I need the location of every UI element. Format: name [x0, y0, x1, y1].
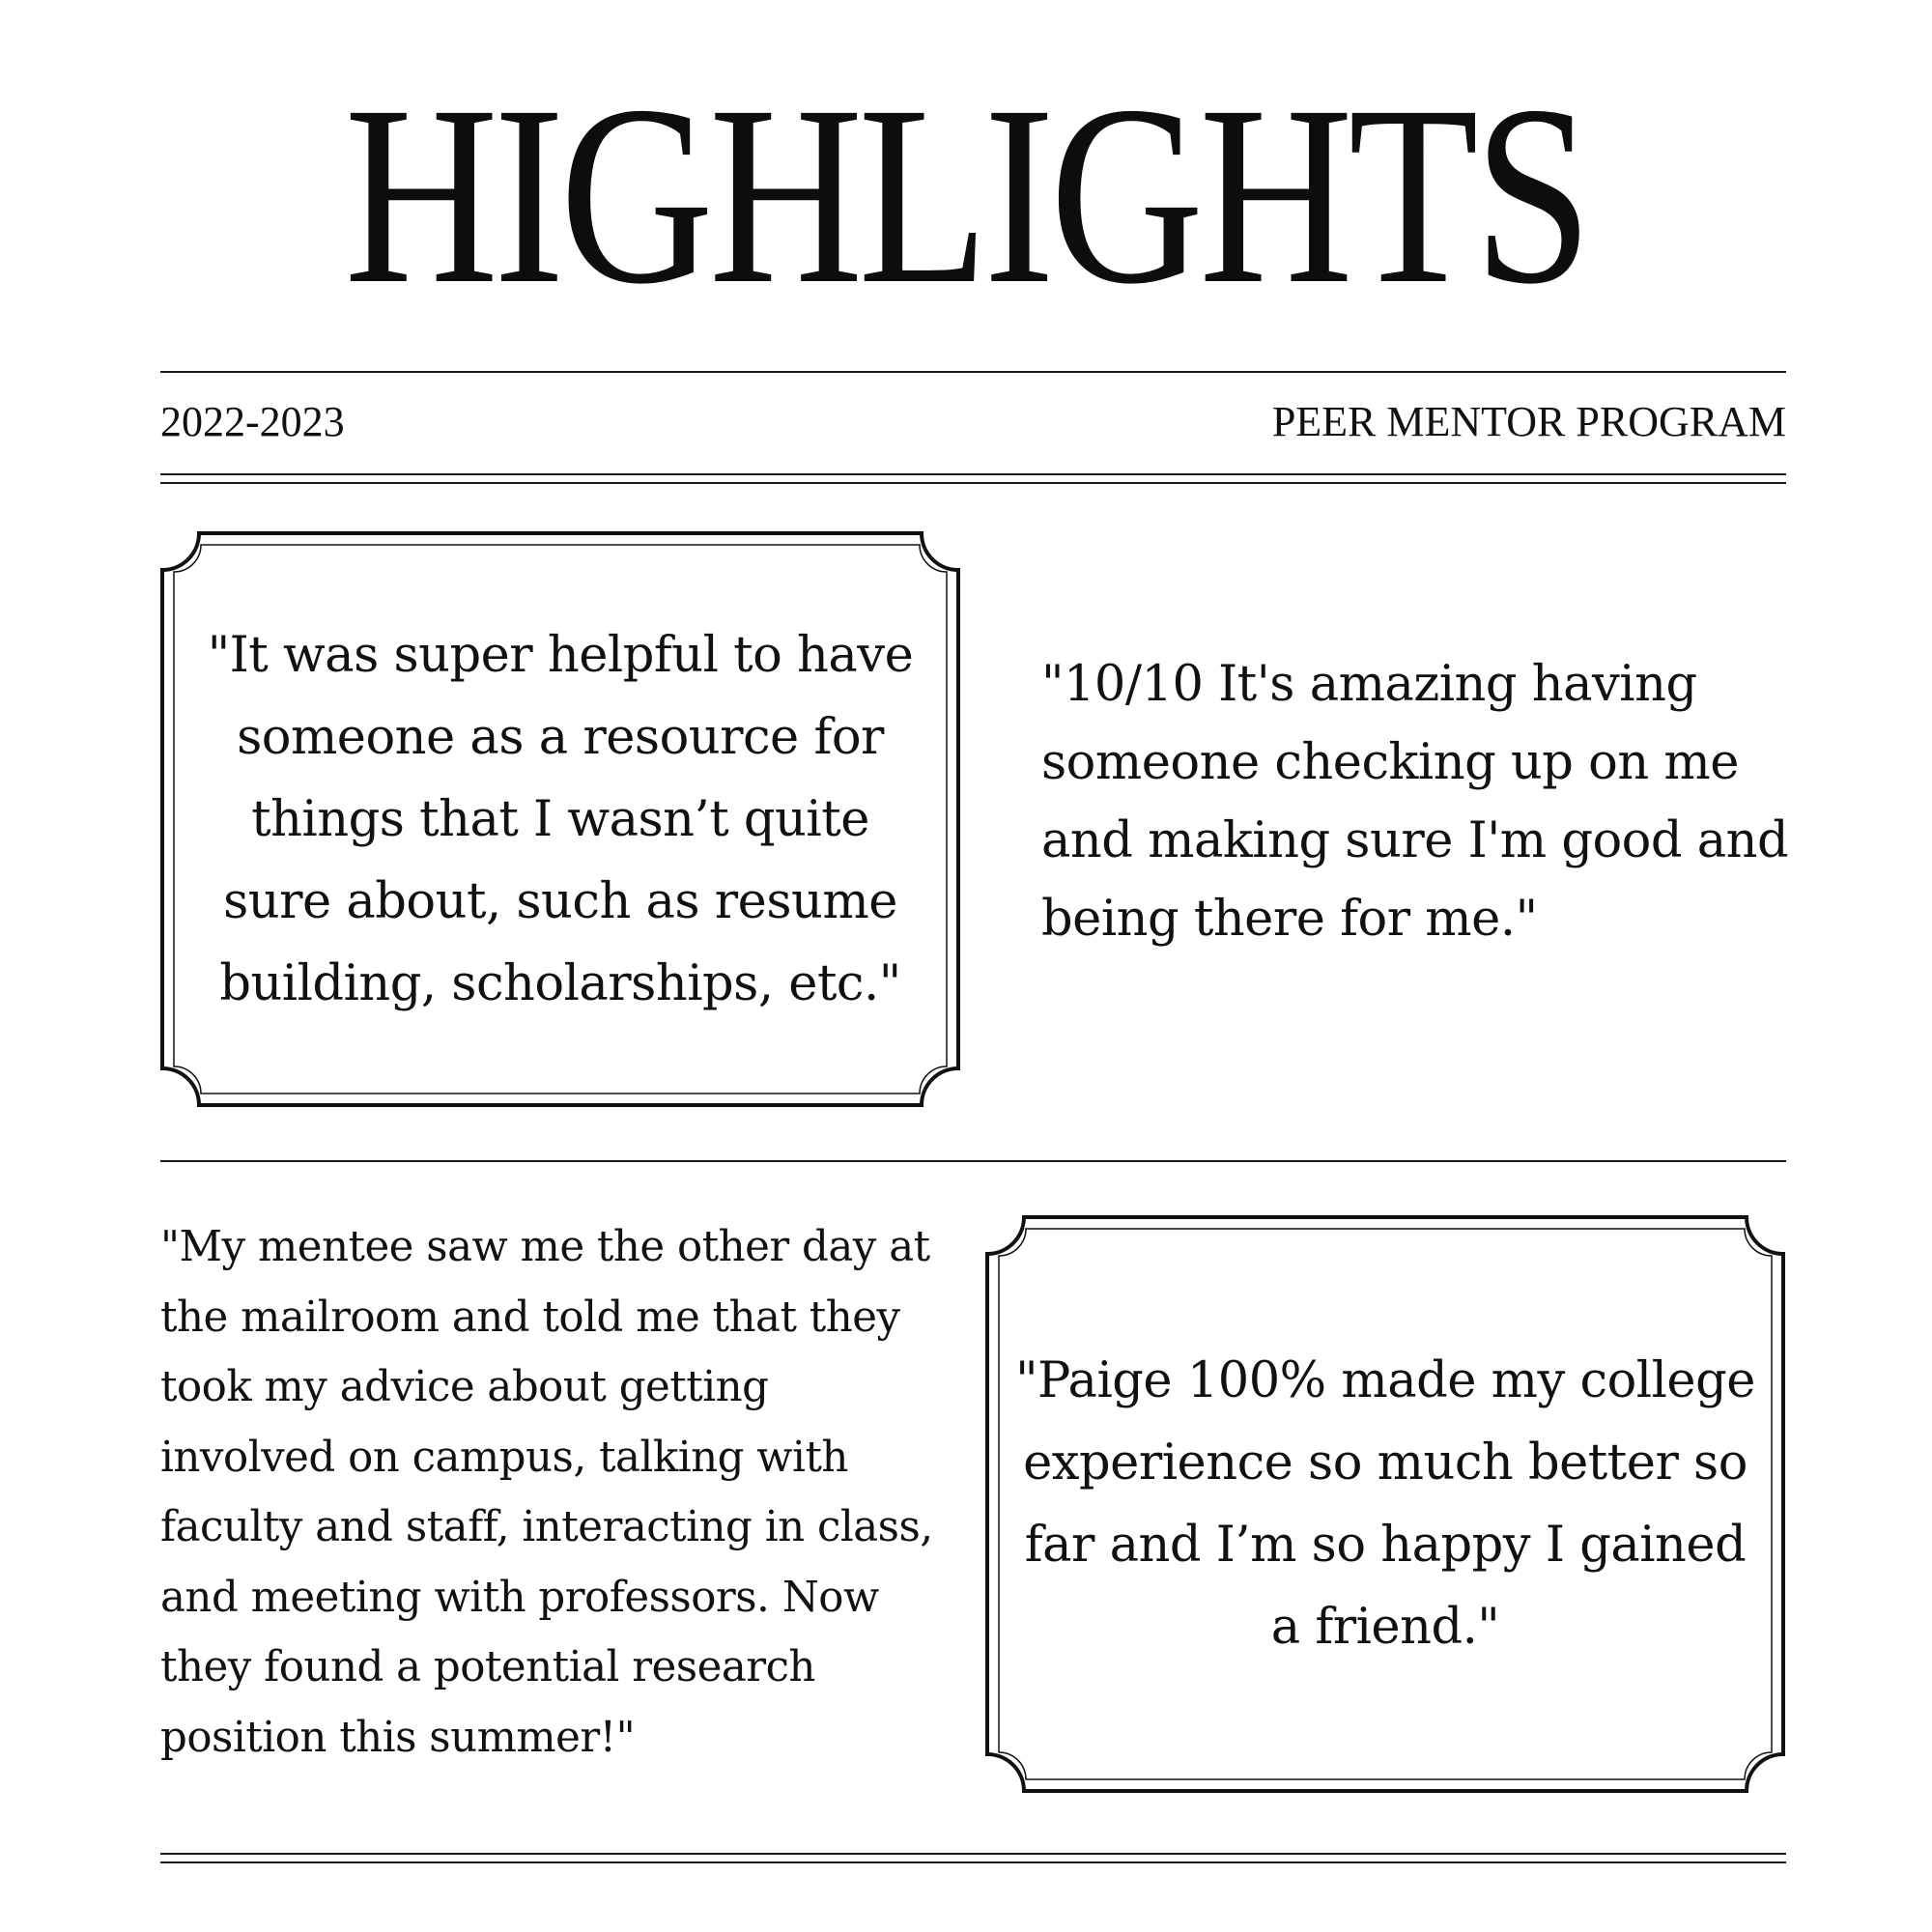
- double-rule-top-b: [160, 482, 1786, 484]
- double-rule-bottom-a: [160, 1853, 1786, 1855]
- quote-frame-2: [985, 1215, 1785, 1793]
- top-rule: [160, 371, 1786, 373]
- quote-3-text: "My mentee saw me the other day at the mailroom and told me that they took my advice about getting involved on campus, talking with faculty and staff, interacting in class, and meeting with professors. Now they found a potential research position this summer!": [160, 1223, 933, 1762]
- year-label: 2022-2023: [160, 398, 345, 445]
- page-title: HIGHLIGHTS: [344, 52, 1588, 337]
- quote-4-text: "Paige 100% made my college experience so much better so far and I’m so happy I gained a friend.": [1015, 1352, 1755, 1656]
- double-rule-bottom-b: [160, 1861, 1786, 1863]
- program-label: PEER MENTOR PROGRAM: [1271, 398, 1786, 445]
- quote-1-text: "It was super helpful to have someone as a resource for things that I wasn’t quite sure about, such as resume building, scholarships, etc.": [207, 626, 914, 1012]
- quote-frame-1: [160, 531, 960, 1107]
- double-rule-top-a: [160, 473, 1786, 475]
- middle-rule: [160, 1160, 1786, 1162]
- quote-2-text: "10/10 It's amazing having someone checking up on me and making sure I'm good and being there for me.": [1041, 656, 1789, 948]
